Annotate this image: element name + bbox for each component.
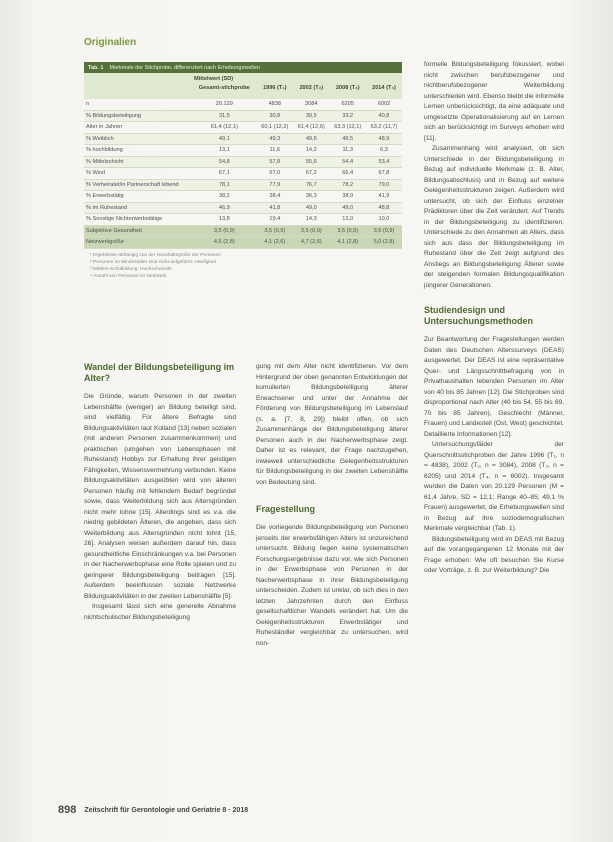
heading-studiendesign: Studiendesign und Untersuchungsmethoden xyxy=(424,305,534,326)
table-cell: 78,2 xyxy=(330,179,366,191)
table-row xyxy=(84,110,402,122)
row-label: Alter in Jahren xyxy=(84,122,192,134)
table-cell: 49,6 xyxy=(293,133,329,145)
column-group-header: Mittelwert (SD) xyxy=(192,73,402,84)
table-cell: 49,5 xyxy=(330,133,366,145)
table-cell: 49,0 xyxy=(330,202,366,214)
table-cell: 10,0 xyxy=(366,214,402,226)
table-cell: 4838 xyxy=(257,99,293,110)
table-cell: 49,1 xyxy=(192,133,257,145)
table-cell: 63,3 (12,1) xyxy=(330,122,366,134)
row-label: % Verheiratet/in Partnerschaft lebend xyxy=(84,179,192,191)
table-cell: 41,9 xyxy=(366,191,402,203)
table-cell: 14,2 xyxy=(293,145,329,157)
table-row xyxy=(84,168,402,180)
table-caption xyxy=(84,62,402,73)
heading-wandel: Wandel der Bildungsbeteiligung im Alter? xyxy=(84,362,235,383)
table-cell: 6,3 xyxy=(366,145,402,157)
table-cell: 76,7 xyxy=(293,179,329,191)
table-cell: 57,8 xyxy=(257,156,293,168)
table-cell: 6002 xyxy=(366,99,402,110)
table-row xyxy=(84,225,402,237)
table-cell: 54,4 xyxy=(330,156,366,168)
table-cell: 78,1 xyxy=(192,179,257,191)
paragraph: Zur Beantwortung der Fragestellungen werden Daten des Deutschen Alterssurveys (DEAS) ausgewertet. Der DEAS ist eine repräsentative Quer- und Längsschnittbefragung von in Privathaushalten lebenden Personen im Alter von 40 bis 85 Jahren [12]. Die Stichproben sind disproportional nach Alter (40 bis 54, 55 bis 69, 70 bis 85 Jahren), Geschlecht (Männer, Frauen) und Landesteil (Ost, West) geschichtet. Detaillierte Informationen [12]. xyxy=(424,336,564,438)
table-cell: 48,8 xyxy=(366,202,402,214)
data-table xyxy=(84,73,402,249)
table-cell: 67,2 xyxy=(293,168,329,180)
paragraph: Bildungsbeteiligung wird im DEAS mit Bezug auf die vorangegangenen 12 Monate mit der Frage erhoben: Wie oft besuchen Sie Kurse oder Vorträge, z. B. zur Weiterbildung? Die xyxy=(424,535,564,574)
table-1 xyxy=(84,62,402,280)
column-header: 2008 (T₃) xyxy=(330,84,366,99)
table-cell: 3,5 (0,9) xyxy=(366,225,402,237)
table-cell: 3,5 (0,9) xyxy=(257,225,293,237)
page-number: 898 xyxy=(58,804,77,816)
table-cell: 11,3 xyxy=(330,145,366,157)
table-cell: 41,8 xyxy=(257,202,293,214)
table-cell: 5,0 (2,8) xyxy=(366,237,402,249)
heading-fragestellung: Fragestellung xyxy=(256,504,316,514)
footnote: ² Personen im Mindestalter sind nicht aufgeführt: Häufigkeit xyxy=(90,259,216,265)
table-cell: 46,9 xyxy=(192,202,257,214)
table-cell: 3084 xyxy=(293,99,329,110)
table-cell: 4,5 (2,8) xyxy=(192,237,257,249)
table-cell: 61,4 (12,6) xyxy=(293,122,329,134)
column-header: 2014 (T₄) xyxy=(366,84,402,99)
table-cell: 49,3 xyxy=(257,133,293,145)
table-cell: 61,4 (12,1) xyxy=(192,122,257,134)
table-cell: 67,8 xyxy=(366,168,402,180)
paragraph: gung mit dem Alter nicht identifizieren. Vor dem Hintergrund der oben genannten Entwicklungen der kumulierten Bildungsbeteiligung älterer Erwachsener und unter der Annahme der Förderung von Bildungsbeteiligung im Lebenslauf (s. a. [7, 8, 29]) bleibt offen, ob sich Zusammenhänge der Bildungsbeteiligung älterer Personen auch in der Nacherwerbsphase zeigt. Daher ist es relevant, der Frage nachzugehen, inwieweit unterschiedliche Gelegenheitsstrukturen für Bildungsbeteiligung in der zweiten Lebenshälfte von Bedeutung sind. xyxy=(256,363,408,486)
column-header: 2002 (T₂) xyxy=(293,84,329,99)
footnote: ¹ Ergebnisse abhängig von der Haushaltsgröße der Personen xyxy=(90,252,221,258)
table-cell: 33,2 xyxy=(330,110,366,122)
table-cell: 19,4 xyxy=(257,214,293,226)
table-cell: 4,1 (2,8) xyxy=(330,237,366,249)
table-cell: 13,8 xyxy=(192,214,257,226)
footnote: ³ Mittlere Schulbildung: Hochschulreife xyxy=(90,266,172,272)
table-number: Tab. 1 xyxy=(88,64,104,71)
table-cell: 30,5 xyxy=(293,110,329,122)
row-label: % Bildungsbeteiligung xyxy=(84,110,192,122)
table-cell: 11,6 xyxy=(257,145,293,157)
table-row xyxy=(84,191,402,203)
table-cell: 4,7 (2,6) xyxy=(293,237,329,249)
table-cell: 31,5 xyxy=(192,110,257,122)
row-label: % West xyxy=(84,168,192,180)
table-cell: 13,0 xyxy=(330,214,366,226)
row-label: % Erwerbstätig xyxy=(84,191,192,203)
paragraph: formelle Bildungsbeteiligung fokussiert, wobei nicht zwischen berufsbezogener und nichtberufsbezogener Weiterbildung unterschieden wird. Ebenso bleibt die informelle Lernen unberücksichtigt, da eine adäquate und umgesetzte Operationalisierung auf en Lernen sich an berücksichtigt im Surveys erhoben wird [11]. xyxy=(424,61,565,142)
table-cell: 79,0 xyxy=(366,179,402,191)
table-cell: 48,9 xyxy=(366,133,402,145)
table-row xyxy=(84,179,402,191)
table-title: Merkmale der Stichprobe, differenziert nach Erhebungswellen xyxy=(109,64,260,71)
row-label: % hochbildung xyxy=(84,145,192,157)
table-row xyxy=(84,122,402,134)
table-cell: 60,1 (12,2) xyxy=(257,122,293,134)
table-row xyxy=(84,156,402,168)
row-label-header xyxy=(84,84,192,99)
row-label: n xyxy=(84,99,192,110)
paragraph: Die Gründe, warum Personen in der zweiten Lebenshälfte (weniger) an Bildung beteiligt sind, sind vielfältig. Für ältere Befragte sind Bildungsaktivitäten laut Kolland [13] neben sozialen (mit anderen Personen zusammenkommen) und praktischen (umgehen von Lebensphasen mit Ruhestand) Hobbys zur Erhaltung ihrer geistigen Fähigkeiten, Wissensvermehrung verbunden. Keine Bildungsaktivitäten ausgeübten wird von älteren Personen häufig mit fehlendem Bedarf begründet sowie, dass Weiterbildung sich aus Altersgründen nicht mehr lohne [15]. Allerdings sind es v.a. die niedrig gebildeten Älteren, die angeben, dass sich Weiterbildung aus Altersgründen nicht lohnt [15, 26]. Analysen weisen außerdem darauf hin, dass gesundheitliche Einschränkungen v.a. bei Personen in der Nacherwerbsphase eine Rolle spielen und zu geringerer Bildungsbeteiligung beitragen [15]. Außerdem beeinflussen soziale Netzwerke Bildungsaktivitäten in der zweiten Lebenshälfte [5]. xyxy=(84,393,236,600)
table-row xyxy=(84,99,402,110)
column-header: Gesamt-stichprobe xyxy=(192,84,257,99)
table-cell: 67,1 xyxy=(192,168,257,180)
table-cell: 55,6 xyxy=(293,156,329,168)
table-row xyxy=(84,133,402,145)
page-footer xyxy=(58,804,248,816)
table-row xyxy=(84,214,402,226)
table-cell: 77,9 xyxy=(257,179,293,191)
row-label: % im Ruhestand xyxy=(84,202,192,214)
table-cell: 3,5 (0,9) xyxy=(192,225,257,237)
table-footnotes xyxy=(84,252,402,280)
row-label: Netzwerkgröße xyxy=(84,237,192,249)
table-cell: 36,3 xyxy=(293,191,329,203)
table-cell: 13,1 xyxy=(192,145,257,157)
table-cell: 38,9 xyxy=(330,191,366,203)
middle-column xyxy=(256,362,408,649)
table-cell: 20.129 xyxy=(192,99,257,110)
table-cell: 3,5 (0,9) xyxy=(293,225,329,237)
table-cell: 6205 xyxy=(330,99,366,110)
row-label: % Weiblich xyxy=(84,133,192,145)
table-cell: 49,0 xyxy=(293,202,329,214)
column-header: 1996 (T₁) xyxy=(257,84,293,99)
paragraph: Die vorliegende Bildungsbeteiligung von Personen jenseits der erwerbsfähigen Alters ist unzureichend untersucht. Bildung liegen keine systematischen Forschungsergebnisse dazu vor, wie sich Personen in der Erwerbsphase von Personen in der Nacherwerbsphase in ihrer Bildungsbeteiligung unterscheiden. Zudem ist unklar, ob sich dies in den letzten Jahrzehnten durch den Einfluss gesellschaftlicher Wandels verändert hat. Um die Gelegenheitsstrukturen Erwerbstätiger und Ruheständler vergleichbar zu untersuchen, wird non- xyxy=(256,524,408,647)
table-cell: 30,8 xyxy=(257,110,293,122)
table-cell: 54,8 xyxy=(192,156,257,168)
paragraph: Untersuchungsfälder der Querschnittsstichproben der Jahre 1996 (T₁, n = 4838), 2002 (T₂, n = 3084), 2008 (T₃, n = 6205) und 2014 (T₄, n = 6002). Insgesamt wurden die Daten von 20.129 Personen (M = 61,4 Jahre, SD = 12,1; Range 40–85; 49,1 % Frauen) ausgewertet, die Erhebungswellen sind in Bezug auf ihre soziodemografischen Merkmale vergleichbar (Tab. 1). xyxy=(424,441,564,532)
right-column xyxy=(424,60,564,577)
table-row xyxy=(84,145,402,157)
section-label: Originalien xyxy=(84,37,137,48)
table-cell: 3,5 (0,9) xyxy=(330,225,366,237)
table-cell: 38,2 xyxy=(192,191,257,203)
table-cell: 63,2 (11,7) xyxy=(366,122,402,134)
row-label: % Mittelschicht xyxy=(84,156,192,168)
row-label: Subjektive Gesundheit xyxy=(84,225,192,237)
footnote: ⁴ Anzahl von Personen im Netzwerk xyxy=(90,273,167,279)
row-label: % Sonstige Nichterwerbstätige xyxy=(84,214,192,226)
table-row xyxy=(84,202,402,214)
left-column xyxy=(84,362,236,623)
table-cell: 4,1 (2,6) xyxy=(257,237,293,249)
table-cell: 14,3 xyxy=(293,214,329,226)
journal-name: Zeitschrift für Gerontologie und Geriatrie 8 · 2018 xyxy=(84,806,249,814)
paragraph: Insgesamt lässt sich eine generelle Abnahme nichtschulischer Bildungsbeteiligung xyxy=(84,603,236,621)
table-cell: 67,0 xyxy=(257,168,293,180)
table-cell: 40,8 xyxy=(366,110,402,122)
table-cell: 38,4 xyxy=(257,191,293,203)
table-cell: 66,4 xyxy=(330,168,366,180)
table-cell: 53,4 xyxy=(366,156,402,168)
table-row xyxy=(84,237,402,249)
paragraph: Zusammenhang wird analysiert, ob sich Unterschiede in der Bildungsbeteiligung in Bezug auf individuelle Merkmale (z. B. Alter, Bildungsabschluss) und in Bezug auf weitere Gelegenheitsstrukturen zeigen. Außerdem wird untersucht, ob sich der Einfluss einzelner Prädiktoren über die Zeit verändert. Auf Trends in der Bildungsbeteiligung zu identifizieren. Unterschiede zu den Annahmen ab Alters, dass sich aus dass der Bildungsbeteiligung im Ruhestand über die Zeit zeigt aufgrund des Anstiegs an Bildungsbeteiligung Älterer sowie der steigenden formalen Bildungsqualifikation jüngerer Generationen. xyxy=(424,145,564,289)
